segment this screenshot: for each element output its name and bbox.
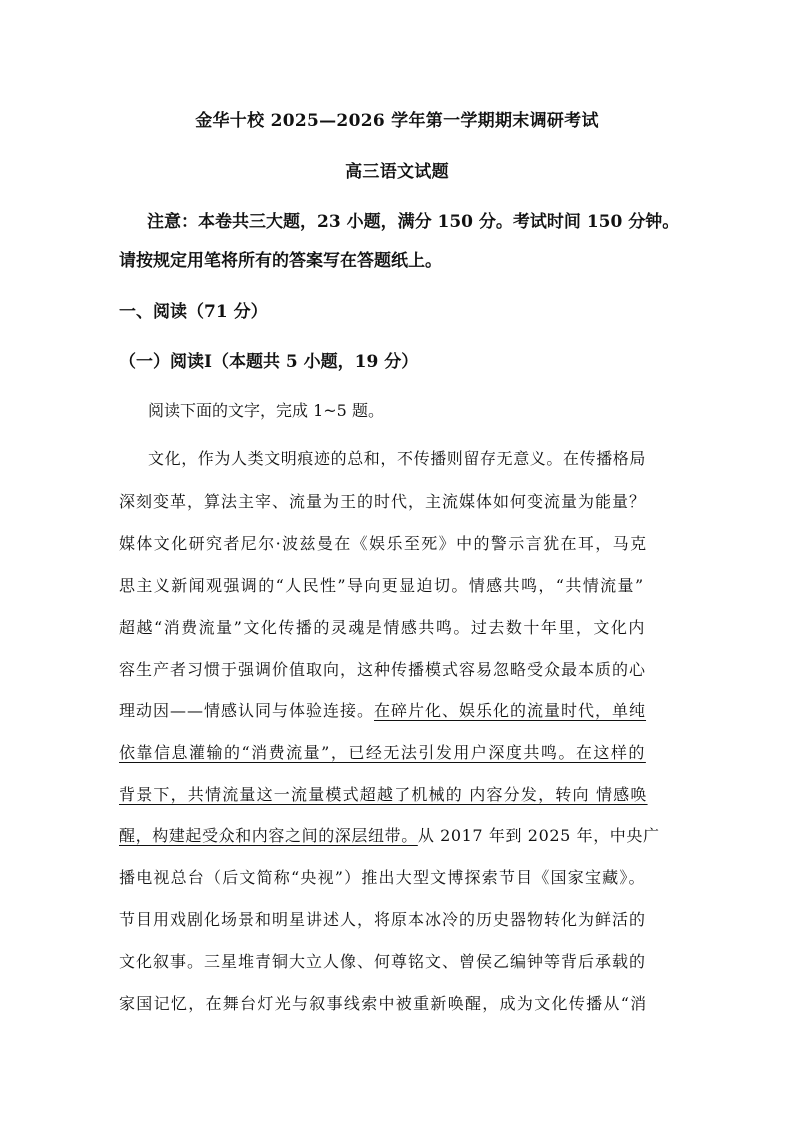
passage-line: 超越“消费流量”文化传播的灵魂是情感共鸣。过去数十年里，文化内 [119,618,646,637]
passage-line: 家国记忆，在舞台灯光与叙事线索中被重新唤醒，成为文化传播从“消 [119,994,648,1013]
passage-line: 思主义新闻观强调的“人民性”导向更显迫切。情感共鸣，“共情流量” [119,576,645,595]
passage-line [119,823,660,846]
exam-title: 金华十校 2025—2026 学年第一学期期末调研考试 [195,111,599,131]
section-heading: 一、阅读（71 分） [119,302,268,322]
passage-line: 容生产者习惯于强调价值取向，这种传播模式容易忽略受众最本质的心 [119,660,647,679]
exam-subtitle: 高三语文试题 [345,162,449,182]
sub-section-heading: （一）阅读Ⅰ（本题共 5 小题，19 分） [119,352,419,372]
underlined-passage-text: 醒，构建起受众和内容之间的深层纽带。 [119,826,418,845]
passage-line: 媒体文化研究者尼尔·波兹曼在《娱乐至死》中的警示言犹在耳，马克 [119,534,648,553]
passage-line: 播电视总台（后文简称“央视”）推出大型文博探索节目《国家宝藏》。 [119,868,646,887]
passage-text: 从 2017 年到 2025 年，中央广 [417,826,660,845]
underlined-passage-line: 背景下，共情流量这一流量模式超越了机械的 内容分发，转向 情感唤 [119,785,648,804]
passage-line: 文化叙事。三星堆青铜大立人像、何尊铭文、曾侯乙编钟等背后承载的 [119,952,647,971]
passage-line [119,698,646,721]
underlined-passage-line: 依靠信息灌输的“消费流量”，已经无法引发用户深度共鸣。在这样的 [119,743,646,762]
notice-line-2: 请按规定用笔将所有的答案写在答题纸上。 [119,251,442,271]
underlined-passage-text: 在碎片化、娱乐化的流量时代，单纯 [374,701,647,720]
notice-line-1: 注意：本卷共三大题，23 小题，满分 150 分。考试时间 150 分钟。 [147,212,680,232]
passage-text: 理动因——情感认同与体验连接。 [119,701,375,720]
passage-line: 深刻变革，算法主宰、流量为王的时代，主流媒体如何变流量为能量？ [119,492,647,511]
passage-line: 节目用戏剧化场景和明星讲述人，将原本冰冷的历史器物转化为鲜活的 [119,910,647,929]
reading-instruction: 阅读下面的文字，完成 1~5 题。 [148,401,384,420]
passage-line: 文化，作为人类文明痕迹的总和，不传播则留存无意义。在传播格局 [148,449,647,468]
